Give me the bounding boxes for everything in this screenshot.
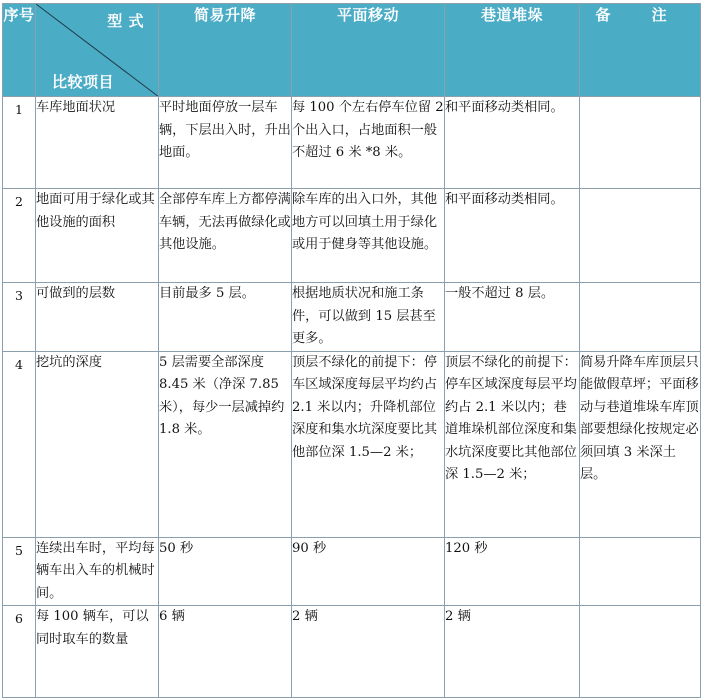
header-aisle-stacker: 巷道堆垛 bbox=[445, 4, 580, 97]
cell-simple-lift: 目前最多 5 层。 bbox=[159, 283, 292, 352]
header-item-label: 比较项目 bbox=[52, 73, 115, 91]
cell-aisle-stacker: 120 秒 bbox=[445, 537, 580, 606]
header-simple-lift: 简易升降 bbox=[159, 4, 292, 97]
row-number: 5 bbox=[3, 537, 36, 606]
table-row bbox=[3, 97, 701, 189]
row-item: 可做到的层数 bbox=[36, 283, 159, 352]
cell-simple-lift: 5 层需要全部深度 8.45 米（净深 7.85 米），每少一层减掉约 1.8 米。 bbox=[159, 351, 292, 537]
header-row bbox=[3, 4, 701, 97]
cell-plane-move: 90 秒 bbox=[292, 537, 445, 606]
cell-remark bbox=[580, 606, 701, 698]
cell-plane-move: 每 100 个左右停车位留 2 个出入口，占地面积一般不超过 6 米 *8 米。 bbox=[292, 97, 445, 189]
row-item: 车库地面状况 bbox=[36, 97, 159, 189]
cell-remark: 简易升降车库顶层只能做假草坪；平面移动与巷道堆垛车库顶部要想绿化按规定必须回填 3 米深土层。 bbox=[580, 351, 701, 537]
header-remark: 备 注 bbox=[580, 4, 701, 97]
table-row bbox=[3, 606, 701, 698]
table-row bbox=[3, 189, 701, 283]
row-number: 6 bbox=[3, 606, 36, 698]
header-plane-move: 平面移动 bbox=[292, 4, 445, 97]
table-row bbox=[3, 537, 701, 606]
row-item: 每 100 辆车，可以同时取车的数量 bbox=[36, 606, 159, 698]
row-number: 1 bbox=[3, 97, 36, 189]
row-item: 地面可用于绿化或其他设施的面积 bbox=[36, 189, 159, 283]
comparison-table bbox=[2, 3, 701, 698]
header-type-label: 型 式 bbox=[107, 12, 144, 30]
row-item: 连续出车时，平均每辆车出入车的机械时间。 bbox=[36, 537, 159, 606]
header-seq: 序号 bbox=[3, 4, 36, 97]
row-item: 挖坑的深度 bbox=[36, 351, 159, 537]
cell-remark bbox=[580, 537, 701, 606]
cell-plane-move: 除车库的出入口外，其他地方可以回填土用于绿化或用于健身等其他设施。 bbox=[292, 189, 445, 283]
row-number: 3 bbox=[3, 283, 36, 352]
table-row bbox=[3, 351, 701, 537]
cell-simple-lift: 6 辆 bbox=[159, 606, 292, 698]
row-number: 2 bbox=[3, 189, 36, 283]
cell-simple-lift: 全部停车库上方都停满车辆，无法再做绿化或其他设施。 bbox=[159, 189, 292, 283]
cell-plane-move: 顶层不绿化的前提下：停车区域深度每层平均约占 2.1 米以内；升降机部位深度和集水坑深度要比其他部位深 1.5—2 米； bbox=[292, 351, 445, 537]
cell-aisle-stacker: 一般不超过 8 层。 bbox=[445, 283, 580, 352]
cell-plane-move: 根据地质状况和施工条件，可以做到 15 层甚至更多。 bbox=[292, 283, 445, 352]
cell-aisle-stacker: 2 辆 bbox=[445, 606, 580, 698]
cell-aisle-stacker: 顶层不绿化的前提下：停车区域深度每层平均约占 2.1 米以内；巷道堆垛机部位深度和集水坑深度要比其他部位深 1.5—2 米； bbox=[445, 351, 580, 537]
header-diagonal-cell bbox=[36, 4, 159, 97]
cell-remark bbox=[580, 97, 701, 189]
row-number: 4 bbox=[3, 351, 36, 537]
cell-plane-move: 2 辆 bbox=[292, 606, 445, 698]
cell-simple-lift: 50 秒 bbox=[159, 537, 292, 606]
cell-simple-lift: 平时地面停放一层车辆，下层出入时，升出地面。 bbox=[159, 97, 292, 189]
table-row bbox=[3, 283, 701, 352]
cell-aisle-stacker: 和平面移动类相同。 bbox=[445, 189, 580, 283]
cell-remark bbox=[580, 189, 701, 283]
cell-remark bbox=[580, 283, 701, 352]
cell-aisle-stacker: 和平面移动类相同。 bbox=[445, 97, 580, 189]
